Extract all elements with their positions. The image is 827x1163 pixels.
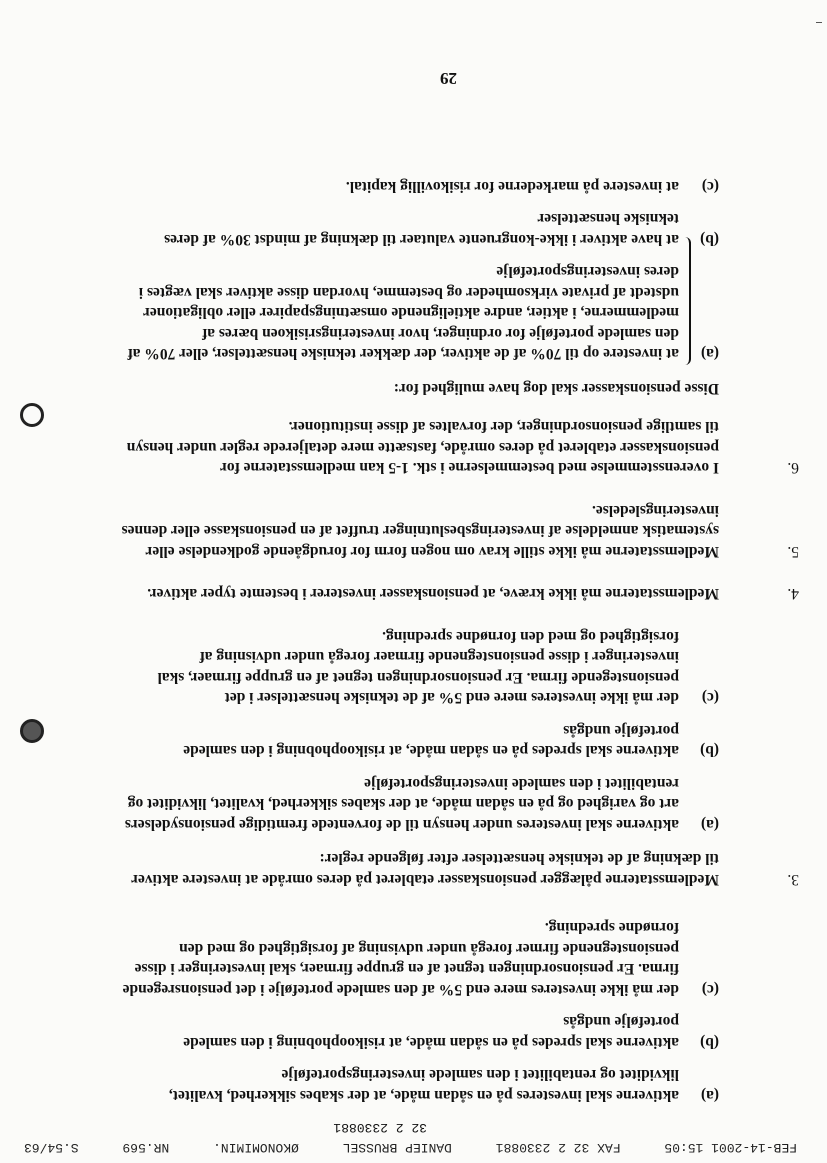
item-marker: (c)	[701, 178, 719, 195]
section-number: 4.	[787, 585, 799, 603]
section-3-item-a	[119, 773, 719, 835]
section-text: Medlemsstaterne pålægger pensionskasser etableret på deres område at investere aktiver til dækning af de tekniske hensættelser efter følgende regler:	[131, 850, 719, 888]
section-6-item-b	[119, 208, 719, 249]
fax-sender: DANIEP BRUSSEL	[342, 1140, 452, 1155]
item-marker: (c)	[701, 689, 719, 707]
scan-edge-mark	[816, 22, 822, 23]
section-6-intro	[119, 378, 719, 399]
item-marker: (b)	[700, 231, 719, 248]
document-body	[119, 164, 799, 1106]
punch-hole-mark	[20, 403, 44, 427]
item-text: aktiverne skal investeres under hensyn til de forventede fremtidige pensionsydelsers art og varighed og på en sådan måde, at der skabes sikkerhed, kvalitet, likviditet og rentabilitet i den samlede investeringsportefølje	[124, 775, 679, 833]
item-marker: (b)	[700, 1034, 719, 1051]
section-text: Disse pensionskasser skal dog have mulighed for:	[393, 380, 719, 397]
item-marker: (c)	[701, 981, 719, 998]
item-marker: (b)	[700, 742, 719, 760]
section-number: 5.	[787, 543, 799, 560]
section-text: Medlemsstaterne må ikke kræve, at pensionskasser investerer i bestemte typer aktiver.	[147, 585, 719, 603]
item-text: der må ikke investeres mere end 5% af de tekniske hensættelser i det pensionstegende firma. Er pensionsordningen tegnet af en gruppe firmaer, skal investeringer i disse pensionstegnende firmaer foregå under udvisning af forsigtighed og med den fornødne spredning.	[157, 628, 679, 707]
section-3-item-c	[119, 626, 719, 708]
item-text: at have aktiver i ikke-kongruente valutaer til dækning af mindst 30% af deres tekniske hensættelser	[164, 210, 679, 248]
section-0-item-a	[119, 1064, 719, 1105]
item-text: at investere op til 70% af de aktiver, der dækker tekniske hensættelser, eller 70% af den samlede portefølje for ordninger, hvor investeringsrisikoen bæres af medlemmerne, i aktier, andre aktielignende omsætningspapirer eller obligationer udstedt af private virksomheder og bestemme, hvordan disse aktiver skal vægtes i deres investeringsportefølje	[127, 263, 679, 363]
item-marker: (a)	[700, 816, 719, 833]
fax-timestamp: FEB-14-2001 15:05	[664, 1140, 797, 1155]
section-6	[119, 416, 799, 478]
section-text: Medlemsstaterne må ikke stille krav om nogen form for forudgående godkendelse eller systematisk anmeldelse af investeringsbeslutninger truffet af en pensionskasse eller dennes investeringsledelse.	[121, 502, 719, 560]
section-0-item-b	[119, 1011, 719, 1052]
section-4	[119, 583, 799, 604]
page-number: 29	[440, 69, 457, 88]
item-text: at investere på markederne for risikovillig kapital.	[345, 178, 679, 195]
punch-hole-mark	[20, 719, 44, 743]
handwritten-bracket	[683, 238, 691, 366]
section-text: I overensstemmelse med bestemmelserne i stk. 1-5 kan medlemsstaterne for pensionskasser etableret på deres område, fastsætte mere detaljerede regler under hensyn til samtlige pensionsordninger, der forvaltes af disse institutioner.	[126, 418, 719, 477]
section-number: 6.	[787, 459, 799, 477]
item-text: aktiverne skal investeres på en sådan måde, at der skabes sikkerhed, kvalitet, likviditet og rentabilitet i den samlede investeringsportefølje	[168, 1066, 679, 1104]
item-text: aktiverne skal spredes på en sådan måde, at risikoophobning i den samlede portefølje undgås	[183, 722, 679, 760]
item-text: aktiverne skal spredes på en sådan måde, at risikoophobning i den samlede portefølje undgås	[183, 1013, 679, 1051]
section-number: 3.	[787, 871, 799, 888]
fax-ministry: ØKONOMIMIN.	[213, 1140, 299, 1155]
fax-ref: NR.569	[122, 1140, 170, 1155]
item-marker: (a)	[700, 345, 719, 363]
section-3-item-b	[119, 720, 719, 761]
fax-page: S.54/63	[24, 1140, 79, 1155]
item-text: der må ikke investeres mere end 5% af den samlede portefølje i det pensionsregende firma. Er pensionsordningen tegnet af en gruppe firmaer, skal investeringer i disse pensionstegnende firmer foregå under udvisning af forsigtighed og med den fornødne spredning.	[122, 919, 679, 998]
section-3	[119, 848, 799, 889]
fax-header	[24, 1140, 797, 1155]
section-5	[119, 500, 799, 562]
section-6-item-c	[119, 176, 719, 197]
fax-subnumber: 32 2 2330881	[333, 1120, 427, 1135]
item-marker: (a)	[700, 1087, 719, 1104]
section-6-item-a	[119, 261, 719, 364]
section-0-item-c	[119, 917, 719, 999]
fax-number: FAX 32 2 2330881	[495, 1140, 621, 1155]
